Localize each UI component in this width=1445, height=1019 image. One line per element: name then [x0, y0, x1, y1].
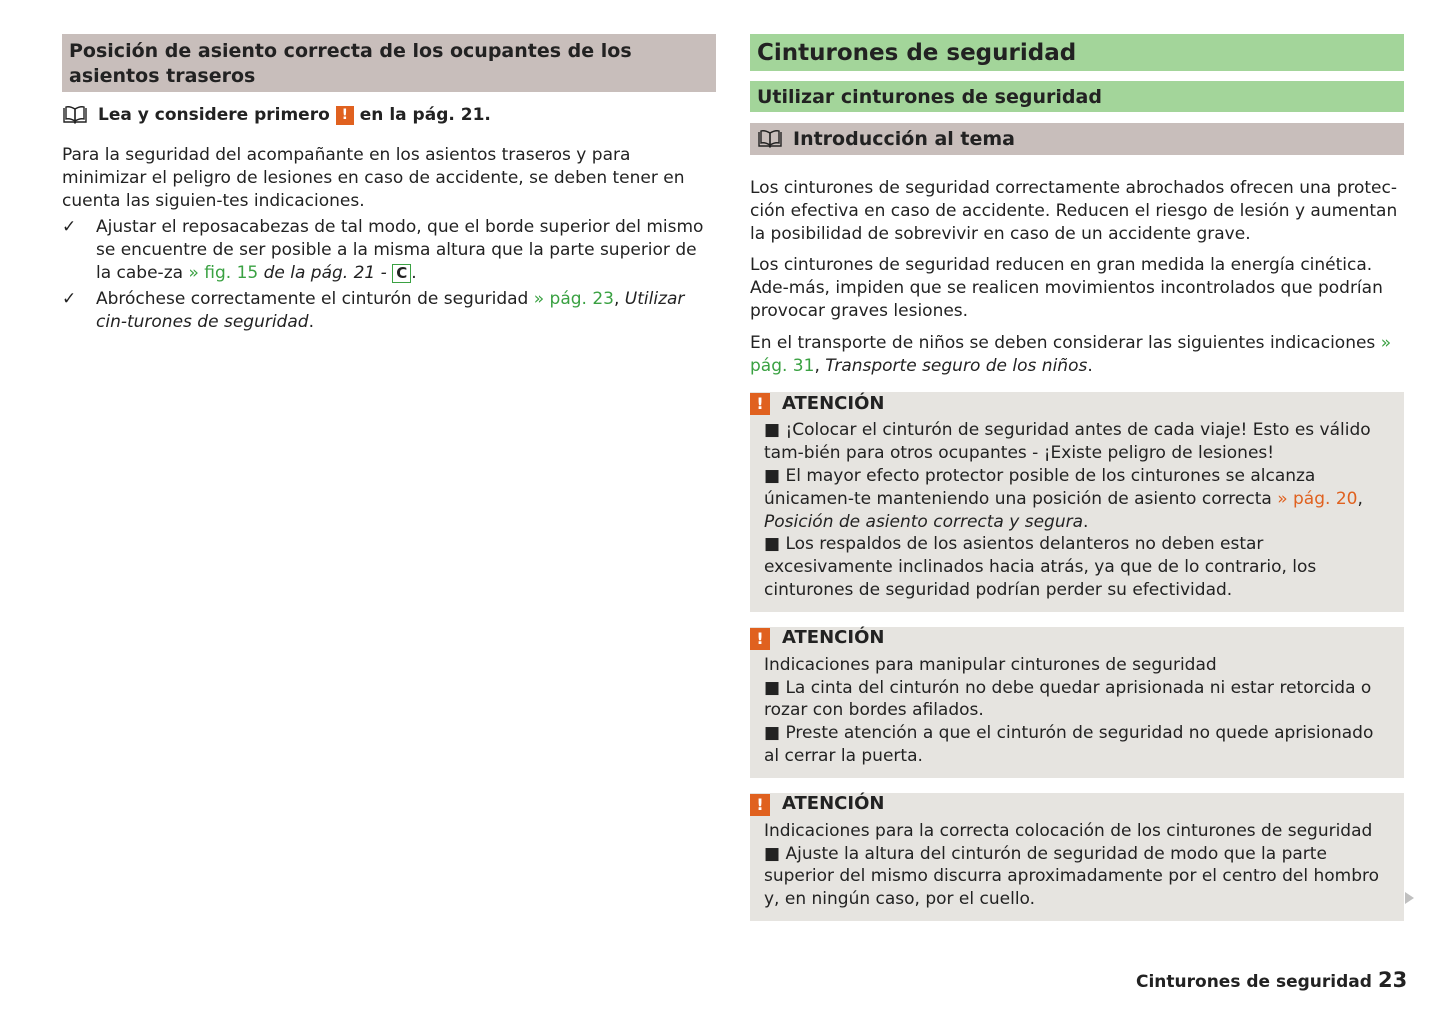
check-icon: ✓ [62, 217, 77, 238]
left-column [62, 34, 716, 333]
warning-box [750, 627, 1404, 778]
warning-title-row [750, 627, 1390, 651]
separator: , [1357, 488, 1363, 509]
warning-bullet: ■ Preste atención a que el cinturón de seguridad no quede aprisionado al cerrar la puerta. [764, 723, 1374, 766]
checklist-text [96, 288, 716, 334]
read-first-text: Lea y considere primero [98, 105, 330, 125]
footer-chapter: Cinturones de seguridad [1136, 972, 1372, 992]
checklist-item-text: Abróchese correctamente el cinturón de seguridad [96, 288, 529, 309]
warning-bullet: ■ Ajuste la altura del cinturón de seguridad de modo que la parte superior del mismo discurra aproximadamente por el centro del hombro y, en ningún caso, por el cuello. [764, 843, 1380, 910]
checklist-text [96, 216, 716, 284]
intro-paragraph: Los cinturones de seguridad correctamente abrochados ofrecen una protec-ción efectiva en caso de accidente. Reducen el riesgo de lesión y aumentan la posibilidad de sobrevivir en caso de un accidente grave. [750, 178, 1398, 244]
warning-bullet [764, 465, 1390, 533]
warning-icon: ! [750, 393, 770, 415]
sentence-end: . [411, 262, 417, 283]
warning-bullet: ■ ¡Colocar el cinturón de seguridad antes de cada viaje! Esto es válido tam-bién para otros ocupantes - ¡Existe peligro de lesiones! [764, 420, 1371, 464]
page-link[interactable]: » pág. 23 [533, 288, 614, 309]
checklist-item [62, 216, 716, 284]
separator: , [613, 288, 620, 309]
warning-title: ATENCIÓN [782, 627, 885, 649]
section-heading-rear-seats: Posición de asiento correcta de los ocupantes de los asientos traseros [62, 34, 716, 92]
warning-icon: ! [336, 106, 354, 125]
warning-line: Indicaciones para manipular cinturones de seguridad [764, 654, 1217, 675]
kinetic-energy-paragraph: Los cinturones de seguridad reducen en gran medida la energía cinética. Ade-más, impiden que se realicen movimientos incontrolados que podrían provocar graves lesiones. [750, 255, 1383, 321]
topic-ref: Posición de asiento correcta y segura [764, 511, 1084, 532]
subsection-title: Utilizar cinturones de seguridad [750, 81, 1404, 112]
figure-link[interactable]: » fig. 15 [188, 262, 259, 283]
sentence-end: . [308, 311, 314, 332]
right-column [750, 34, 1404, 921]
book-icon [62, 105, 88, 125]
checklist-item [62, 288, 716, 334]
warning-title-row [750, 793, 1390, 817]
book-icon [757, 129, 783, 149]
warning-box [750, 392, 1404, 611]
topic-title: Introducción al tema [793, 128, 1015, 150]
sentence-end: . [1083, 511, 1089, 532]
warning-box [750, 793, 1404, 921]
read-first-notice [62, 103, 716, 127]
separator: , [814, 355, 820, 376]
rear-seat-intro: Para la seguridad del acompañante en los asientos traseros y para minimizar el peligro de lesiones en caso de accidente, se deben tener en cuenta las siguien-tes indicaciones. [62, 145, 685, 211]
warning-bullet-text: ■ El mayor efecto protector posible de los cinturones se alcanza únicamen-te manteniendo una posición de asiento correcta [764, 465, 1316, 509]
topic-heading [750, 123, 1404, 155]
read-first-page: en la pág. 21. [359, 105, 491, 125]
warning-bullet: ■ La cinta del cinturón no debe quedar aprisionada ni estar retorcida o rozar con bordes afilados. [764, 677, 1372, 721]
next-page-arrow-icon[interactable] [1405, 892, 1414, 904]
children-text: En el transporte de niños se deben considerar las siguientes indicaciones [750, 332, 1376, 353]
page-number: 23 [1378, 968, 1408, 992]
warning-icon: ! [750, 794, 770, 816]
warning-line: Indicaciones para la correcta colocación de los cinturones de seguridad [764, 820, 1373, 841]
warning-title: ATENCIÓN [782, 793, 885, 815]
page-ref: de la pág. 21 - [263, 262, 387, 283]
checklist-item-text: Ajustar el reposacabezas de tal modo, que el borde superior del mismo se encuentre de ser posible a la misma altura que la parte superior de la cabe-za [96, 217, 704, 283]
warning-bullet: ■ Los respaldos de los asientos delanteros no deben estar excesivamente inclinados hacia atrás, ya que de lo contrario, los cinturones de seguridad podrían perder su efectividad. [764, 534, 1317, 600]
topic-ref: Utilizar cin-turones de seguridad [96, 288, 685, 332]
check-icon: ✓ [62, 288, 77, 309]
children-paragraph [750, 332, 1404, 378]
page-link[interactable]: » pág. 20 [1277, 488, 1358, 509]
sentence-end: . [1087, 355, 1093, 376]
figure-callout-box: C [392, 264, 411, 283]
topic-ref: Transporte seguro de los niños [825, 355, 1088, 376]
page-link[interactable]: » pág. 31 [750, 332, 1392, 376]
warning-icon: ! [750, 628, 770, 650]
warning-title: ATENCIÓN [782, 392, 885, 414]
section-title: Cinturones de seguridad [750, 34, 1404, 71]
warning-title-row [750, 392, 1390, 416]
